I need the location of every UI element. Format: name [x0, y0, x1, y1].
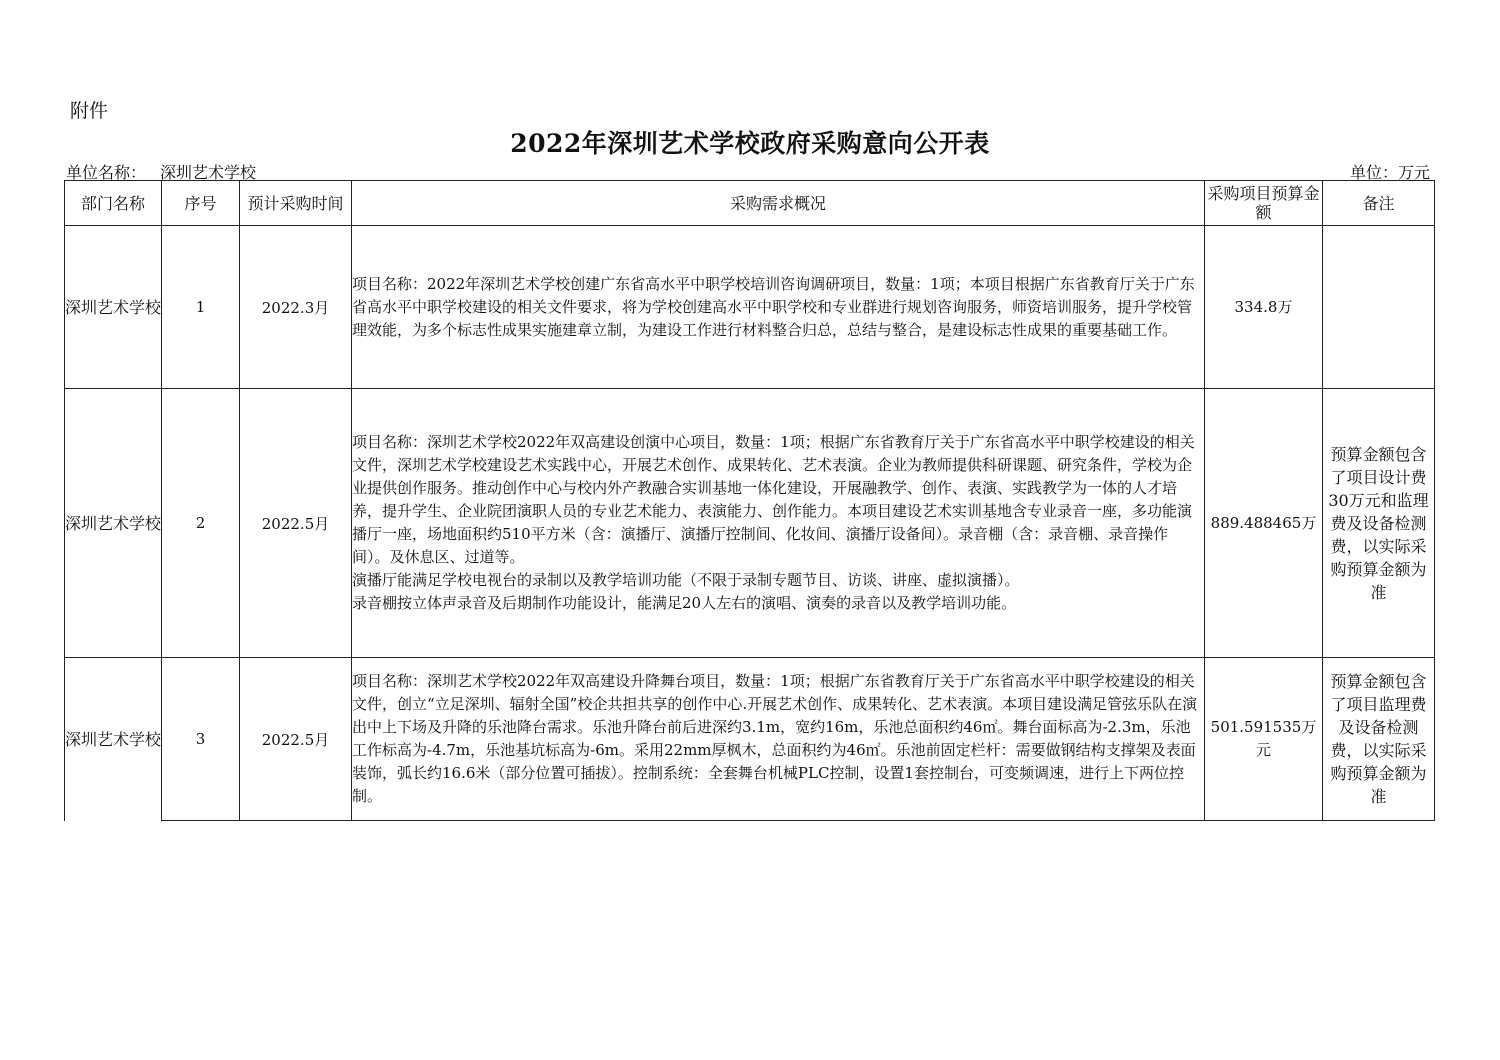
cell-dept: 深圳艺术学校: [65, 389, 162, 658]
column-header-dept: 部门名称: [65, 181, 162, 226]
table-row: [65, 226, 1435, 389]
desc-paragraph: 项目名称：深圳艺术学校2022年双高建设升降舞台项目，数量：1项；根据广东省教育厅关于广东省高水平中职学校建设的相关文件，创立“立足深圳、辐射全国”校企共担共享的创作中心.开展艺术创作、成果转化、艺术表演。本项目建设满足管弦乐队在演出中上下场及升降的乐池降台需求。乐池升降台前后进深约3.1m，宽约16m，乐池总面积约46㎡。舞台面标高为-2.3m，乐池工作标高为-4.7m，乐池基坑标高为-6m。采用22mm厚枫木，总面积约为46㎡。乐池前固定栏杆：需要做钢结构支撑架及表面装饰，弧长约16.6米（部分位置可插拔）。控制系统：全套舞台机械PLC控制，设置1套控制台，可变频调速，进行上下两位控制。: [352, 672, 1198, 805]
cell-time: 2022.5月: [240, 389, 352, 658]
procurement-table: [64, 180, 1435, 821]
cell-dept: 深圳艺术学校: [65, 226, 162, 389]
cell-time: 2022.3月: [240, 226, 352, 389]
desc-paragraph: 录音棚按立体声录音及后期制作功能设计，能满足20人左右的演唱、演奏的录音以及教学培训功能。: [352, 594, 1017, 612]
unit-name-value: 深圳艺术学校: [160, 163, 257, 182]
table-row: [65, 389, 1435, 658]
annex-label: 附件: [70, 100, 109, 122]
cell-desc: [352, 389, 1205, 658]
cell-seq: 1: [162, 226, 240, 389]
column-header-time: 预计采购时间: [240, 181, 352, 226]
cell-seq: 2: [162, 389, 240, 658]
desc-paragraph: 演播厅能满足学校电视台的录制以及教学培训功能（不限于录制专题节目、访谈、讲座、虚拟演播）。: [352, 571, 1020, 589]
cell-amount: 501.591535万元: [1205, 658, 1323, 821]
cell-amount: 334.8万: [1205, 226, 1323, 389]
cell-time: 2022.5月: [240, 658, 352, 821]
column-header-desc: 采购需求概况: [352, 181, 1205, 226]
cell-seq: 3: [162, 658, 240, 821]
cell-note: 预算金额包含了项目监理费及设备检测费，以实际采购预算金额为准: [1323, 658, 1435, 821]
cell-note: 预算金额包含了项目设计费30万元和监理费及设备检测费，以实际采购预算金额为准: [1323, 389, 1435, 658]
column-header-note: 备注: [1323, 181, 1435, 226]
cell-dept: 深圳艺术学校: [65, 658, 162, 821]
cell-note: [1323, 226, 1435, 389]
unit-name-label: 单位名称：: [66, 163, 147, 182]
table-row: [65, 658, 1435, 821]
column-header-amount: 采购项目预算金额: [1205, 181, 1323, 226]
cell-desc: [352, 658, 1205, 821]
table-header-row: [65, 181, 1435, 226]
desc-paragraph: 项目名称：2022年深圳艺术学校创建广东省高水平中职学校培训咨询调研项目，数量：1项；本项目根据广东省教育厅关于广东省高水平中职学校建设的相关文件要求，将为学校创建高水平中职学校和专业群进行规划咨询服务，师资培训服务，提升学校管理效能，为多个标志性成果实施建章立制，为建设工作进行材料整合归总，总结与整合，是建设标志性成果的重要基础工作。: [352, 274, 1195, 339]
cell-amount: 889.488465万: [1205, 389, 1323, 658]
page-title: 2022年深圳艺术学校政府采购意向公开表: [510, 129, 990, 158]
unit-measure: 单位：万元: [1349, 163, 1430, 182]
column-header-seq: 序号: [162, 181, 240, 226]
cell-desc: [352, 226, 1205, 389]
desc-paragraph: 项目名称：深圳艺术学校2022年双高建设创演中心项目，数量：1项；根据广东省教育厅关于广东省高水平中职学校建设的相关文件，深圳艺术学校建设艺术实践中心，开展艺术创作、成果转化、艺术表演。企业为教师提供科研课题、研究条件，学校为企业提供创作服务。推动创作中心与校内外产教融合实训基地一体化建设，开展融教学、创作、表演、实践教学为一体的人才培养，提升学生、企业院团演职人员的专业艺术能力、表演能力、创作能力。本项目建设艺术实训基地含专业录音一座，多功能演播厅一座，场地面积约510平方米（含：演播厅、演播厅控制间、化妆间、演播厅设备间）。录音棚（含：录音棚、录音操作间）。及休息区、过道等。: [352, 433, 1195, 566]
